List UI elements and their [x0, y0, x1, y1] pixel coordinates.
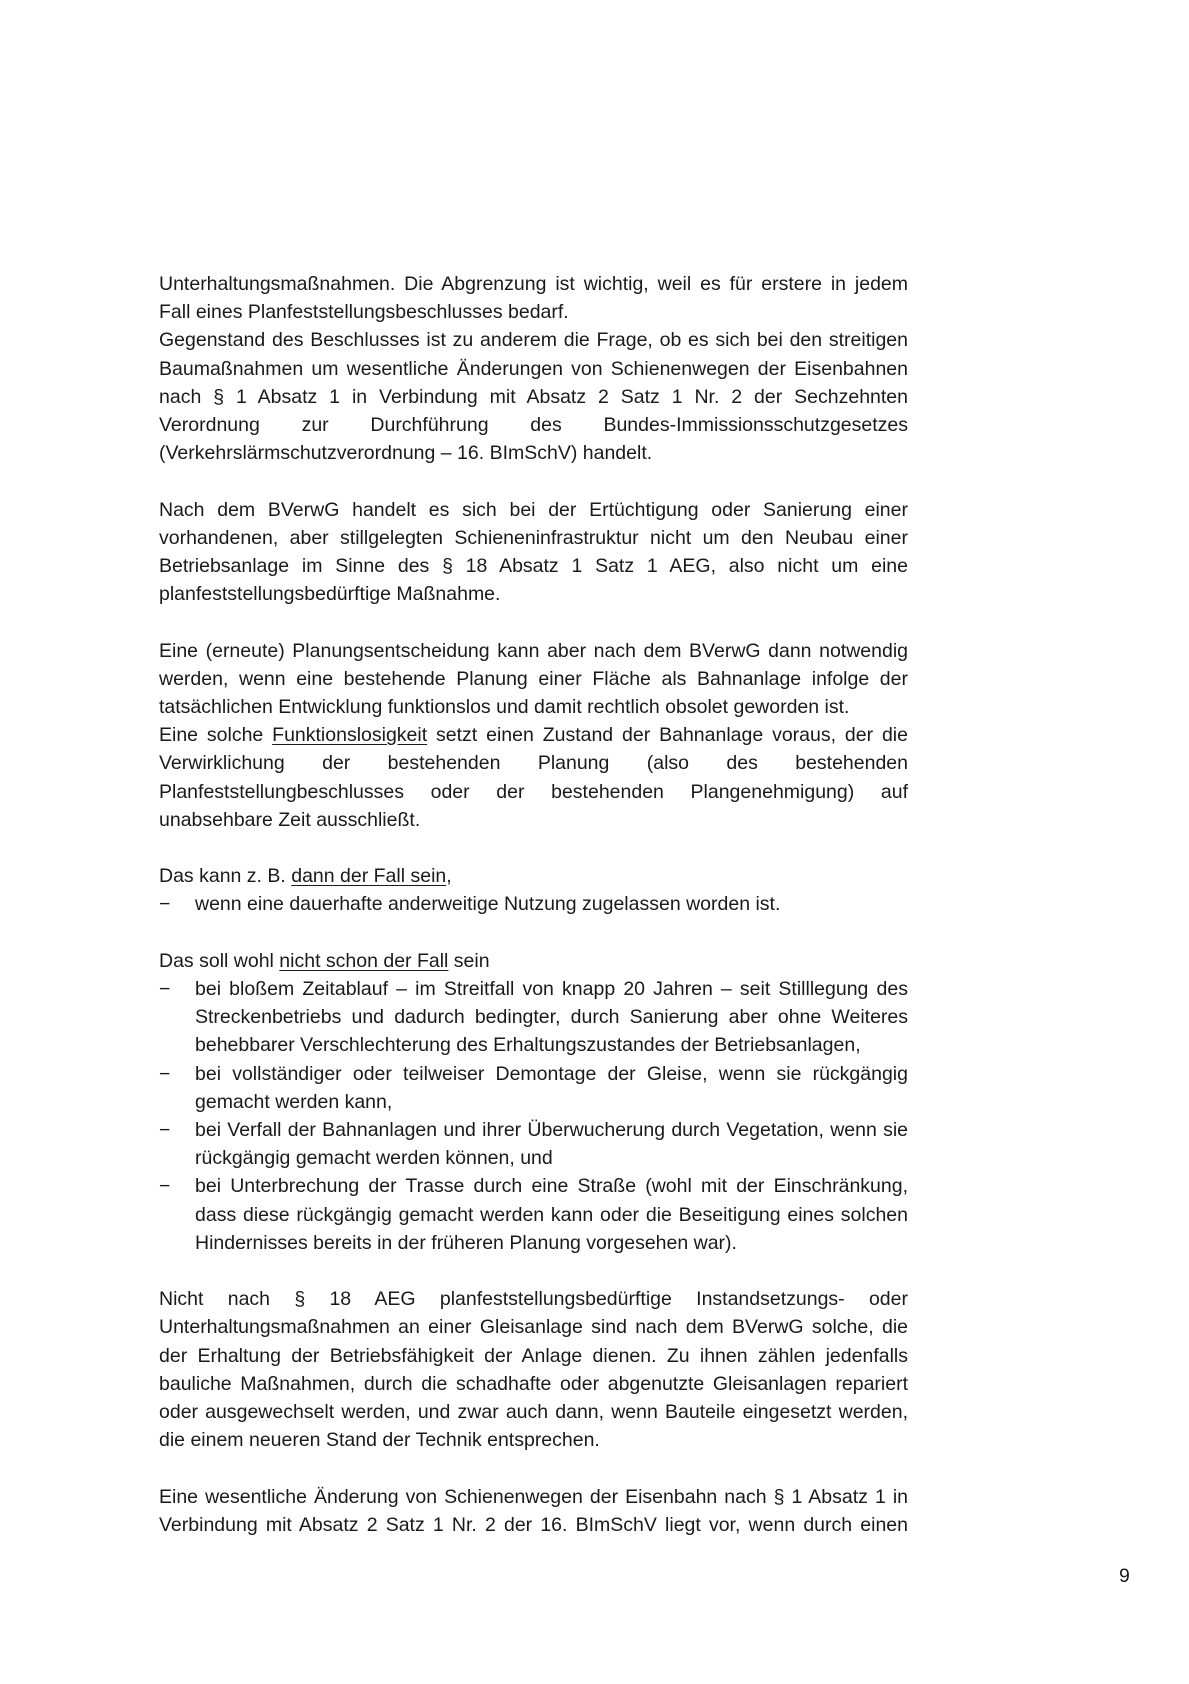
- dash-bullet-icon: −: [159, 1119, 171, 1142]
- list-item-text: bei Verfall der Bahnanlagen und ihrer Überwucherung durch Vegetation, wenn sie rückgängig gemacht werden können, und: [195, 1119, 908, 1170]
- paragraph-spacer: [159, 608, 908, 636]
- paragraph-instandsetzung: Nicht nach § 18 AEG planfeststellungsbedürftige Instandsetzungs- oder Unterhaltungsmaßnahmen an einer Gleisanlage sind nach dem BVerwG solche, die der Erhaltung der Betriebsfähigkeit der Anlage dienen. Zu ihnen zählen jedenfalls bauliche Maßnahmen, durch die schadhafte oder abgenutzte Gleisanlagen repariert oder ausgewechselt werden, und zwar auch dann, wenn Bauteile eingesetzt werden, die einem neueren Stand der Technik entsprechen.: [159, 1288, 908, 1452]
- text-segment: Das kann z. B.: [159, 865, 292, 888]
- paragraph-spacer: [159, 1257, 908, 1285]
- paragraph-ertuechtigung: Nach dem BVerwG handelt es sich bei der Ertüchtigung oder Sanierung einer vorhandenen, aber stillgelegten Schieneninfrastruktur nicht um den Neubau einer Betriebsanlage im Sinne des § 18 Absatz 1 Satz 1 AEG, also nicht um eine planfeststellungsbedürftige Maßnahme.: [159, 498, 908, 606]
- dash-bullet-icon: −: [159, 1175, 171, 1198]
- dash-list-nicht-fall: [159, 975, 908, 1257]
- underlined-term-funktionslosigkeit: Funktionslosigkeit: [272, 724, 428, 747]
- paragraph-spacer: [159, 834, 908, 862]
- paragraph-fall-sein: [159, 862, 908, 890]
- paragraph-wesentliche-aenderung: Eine wesentliche Änderung von Schienenwegen der Eisenbahn nach § 1 Absatz 1 in Verbindung mit Absatz 2 Satz 1 Nr. 2 der 16. BImSchV liegt vor, wenn durch einen: [159, 1485, 908, 1536]
- paragraph-spacer: [159, 467, 908, 495]
- underlined-phrase-fall-sein: dann der Fall sein: [291, 865, 447, 888]
- dash-bullet-icon: −: [159, 978, 171, 1001]
- list-item-text: bei bloßem Zeitablauf – im Streitfall von knapp 20 Jahren – seit Stilllegung des Streckenbetriebs und dadurch bedingter, durch Sanierung aber ohne Weiteres behebbarer Verschlechterung des Erhaltungszustandes der Betriebsanlagen,: [195, 978, 908, 1057]
- paragraph-abgrenzung: Unterhaltungsmaßnahmen. Die Abgrenzung ist wichtig, weil es für erstere in jedem Fall eines Planfeststellungsbeschlusses bedarf.: [159, 273, 908, 324]
- paragraph-spacer: [159, 1454, 908, 1482]
- paragraph-funktionslosigkeit: [159, 721, 908, 834]
- list-item: [159, 1060, 908, 1116]
- paragraph-nicht-fall: [159, 947, 908, 975]
- text-segment: sein: [448, 949, 490, 972]
- text-segment: ,: [446, 865, 452, 888]
- list-item: [159, 890, 908, 918]
- list-item-text: wenn eine dauerhafte anderweitige Nutzung zugelassen worden ist.: [195, 893, 781, 916]
- dash-list-fall-sein: [159, 890, 908, 918]
- list-item: [159, 1172, 908, 1257]
- paragraph-gegenstand: Gegenstand des Beschlusses ist zu anderem die Frage, ob es sich bei den streitigen Baumaßnahmen um wesentliche Änderungen von Schienenwegen der Eisenbahnen nach § 1 Absatz 1 in Verbindung mit Absatz 2 Satz 1 Nr. 2 der Sechzehnten Verordnung zur Durchführung des Bundes-Immissionsschutzgesetzes (Verkehrslärmschutzverordnung – 16. BImSchV) handelt.: [159, 329, 908, 465]
- dash-bullet-icon: −: [159, 1062, 171, 1085]
- document-body: [159, 270, 908, 1539]
- paragraph-spacer: [159, 919, 908, 947]
- text-segment: setzt einen Zustand der Bahnanlage voraus, der die Verwirklichung der bestehenden Planung (also des bestehenden Planfeststellungbeschlusses oder der bestehenden Plangenehmigung) auf unabsehbare Zeit ausschließt.: [159, 724, 908, 831]
- dash-bullet-icon: −: [159, 893, 171, 916]
- text-segment: Das soll wohl: [159, 949, 280, 972]
- list-item: [159, 1116, 908, 1172]
- text-segment: Eine solche: [159, 724, 273, 747]
- paragraph-planungsentscheidung: Eine (erneute) Planungsentscheidung kann aber nach dem BVerwG dann notwendig werden, wenn eine bestehende Planung einer Fläche als Bahnanlage infolge der tatsächlichen Entwicklung funktionslos und damit rechtlich obsolet geworden ist.: [159, 639, 908, 719]
- list-item: [159, 975, 908, 1060]
- list-item-text: bei Unterbrechung der Trasse durch eine Straße (wohl mit der Einschränkung, dass diese rückgängig gemacht werden kann oder die Beseitigung eines solchen Hindernisses bereits in der früheren Planung vorgesehen war).: [195, 1175, 908, 1254]
- page-number: 9: [1119, 1565, 1130, 1587]
- list-item-text: bei vollständiger oder teilweiser Demontage der Gleise, wenn sie rückgängig gemacht werden kann,: [195, 1062, 908, 1113]
- underlined-phrase-nicht-schon: nicht schon der Fall: [279, 949, 449, 972]
